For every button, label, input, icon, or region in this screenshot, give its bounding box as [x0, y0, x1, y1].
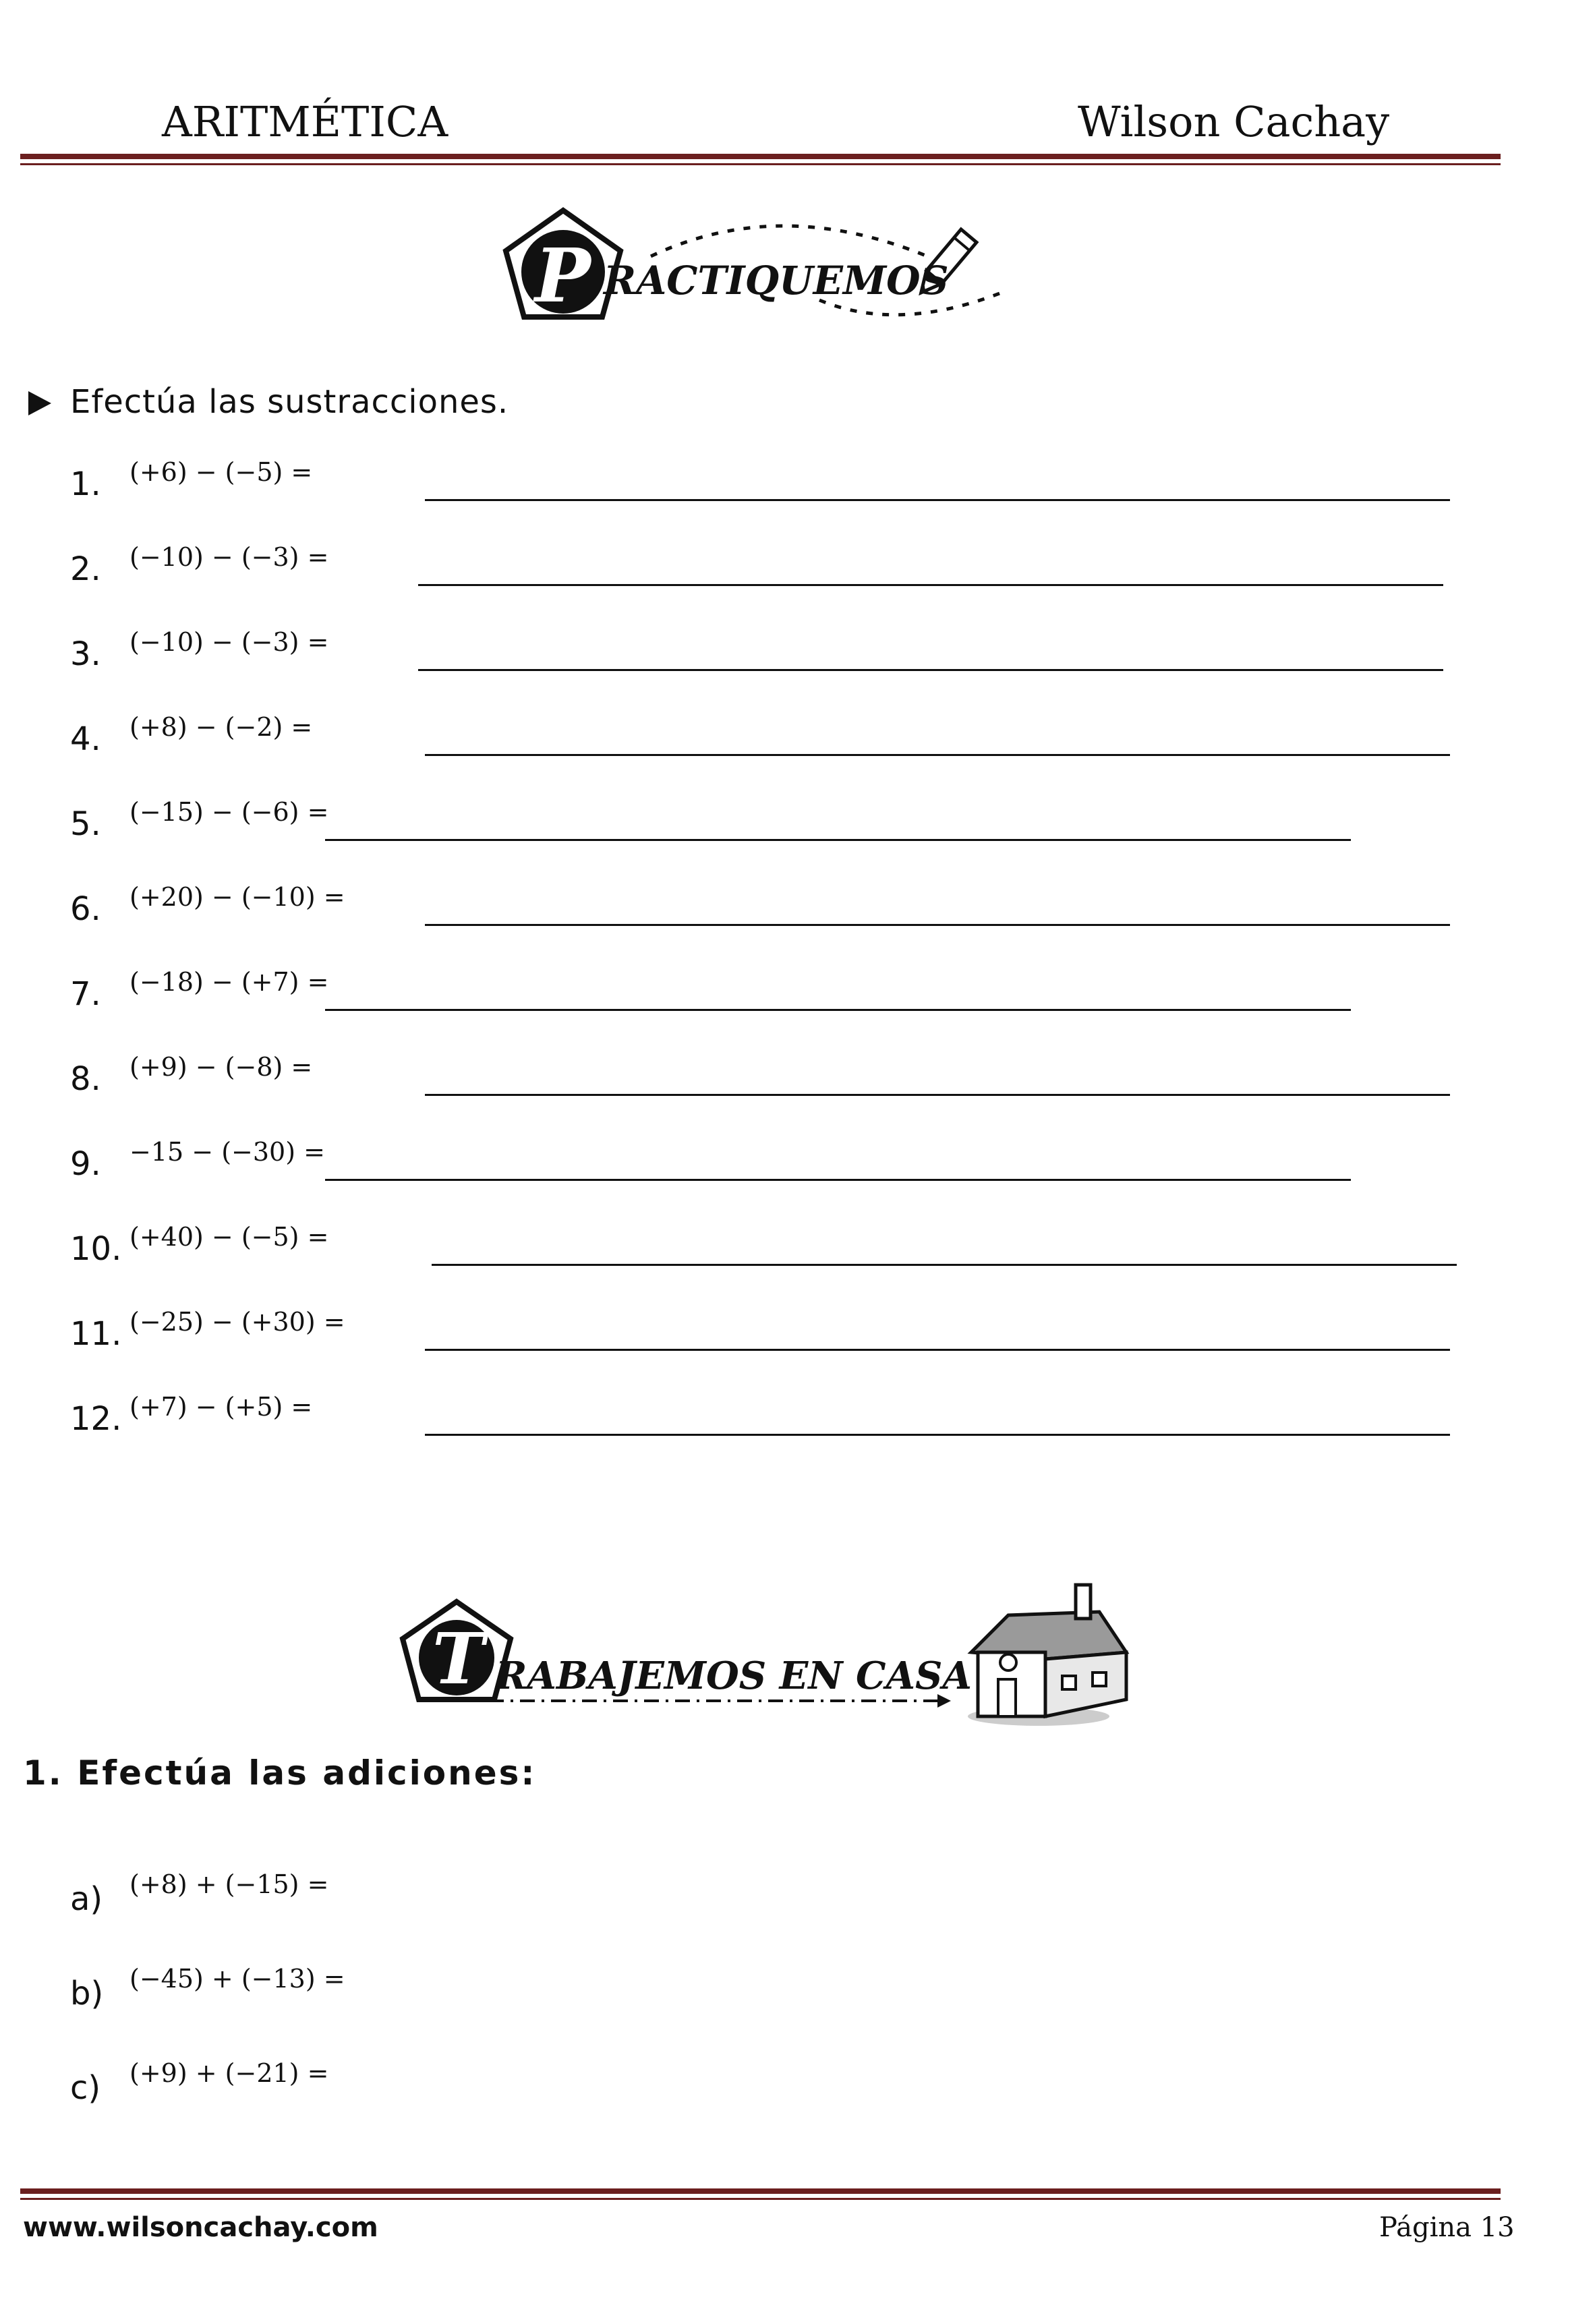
- page-number: Página 13: [1379, 2212, 1515, 2243]
- exercise-number: 12.: [70, 1400, 122, 1438]
- exercise-expression: (+40) − (−5) =: [129, 1222, 329, 1252]
- exercise-expression: (+8) − (−2) =: [129, 712, 313, 742]
- trabajemos-heading: [395, 1571, 1130, 1726]
- exercise-expression: (+20) − (−10) =: [129, 882, 345, 912]
- play-triangle-icon: [26, 390, 53, 417]
- practiquemos-letter: P: [535, 232, 589, 319]
- header-rule: [20, 154, 1501, 165]
- exercise-letter: a): [70, 1880, 103, 1918]
- answer-blank[interactable]: [325, 1009, 1351, 1011]
- answer-blank[interactable]: [425, 1434, 1450, 1436]
- answer-blank[interactable]: [425, 924, 1450, 926]
- exercise-expression: (+8) + (−15) =: [129, 1869, 329, 1899]
- answer-blank[interactable]: [425, 499, 1450, 501]
- answer-blank[interactable]: [418, 669, 1443, 671]
- answer-blank[interactable]: [425, 1094, 1450, 1096]
- exercise-number: 7.: [70, 975, 101, 1013]
- exercise-number: 8.: [70, 1060, 101, 1098]
- exercise-number: 3.: [70, 635, 101, 673]
- practiquemos-title: RACTIQUEMOS: [604, 258, 949, 303]
- house-icon: [968, 1585, 1126, 1726]
- pentagon-badge-icon: [395, 1571, 1130, 1726]
- exercise-expression: (+9) + (−21) =: [129, 2058, 329, 2088]
- exercise-expression: (−25) − (+30) =: [129, 1307, 345, 1337]
- exercise-number: 2.: [70, 550, 101, 588]
- header-subject: ARITMÉTICA: [162, 97, 448, 146]
- exercise-number: 6.: [70, 890, 101, 928]
- answer-blank[interactable]: [425, 1349, 1450, 1351]
- header-author: Wilson Cachay: [1078, 97, 1390, 146]
- exercise-number: 10.: [70, 1230, 122, 1268]
- answer-blank[interactable]: [432, 1264, 1457, 1266]
- practiquemos-heading: [496, 202, 1035, 337]
- footer-url[interactable]: www.wilsoncachay.com: [23, 2212, 378, 2243]
- exercise-letter: b): [70, 1975, 104, 2012]
- exercise-expression: (−10) − (−3) =: [129, 627, 329, 657]
- exercise-number: 4.: [70, 720, 101, 758]
- answer-blank[interactable]: [418, 584, 1443, 586]
- exercise-number: 1.: [70, 465, 101, 503]
- trabajemos-title: RABAJEMOS EN CASA: [496, 1654, 972, 1698]
- exercise-number: 11.: [70, 1315, 122, 1353]
- exercise-expression: (−45) + (−13) =: [129, 1964, 345, 1994]
- exercise-expression: −15 − (−30) =: [129, 1137, 325, 1167]
- exercise-letter: c): [70, 2069, 101, 2107]
- answer-blank[interactable]: [425, 754, 1450, 756]
- exercise-expression: (+7) − (+5) =: [129, 1392, 313, 1422]
- exercise-number: 9.: [70, 1145, 101, 1183]
- exercise-expression: (−10) − (−3) =: [129, 542, 329, 572]
- trabajemos-letter: T: [432, 1617, 485, 1700]
- instruction-additions: 1. Efectúa las adiciones:: [23, 1753, 537, 1793]
- answer-blank[interactable]: [325, 1179, 1351, 1181]
- answer-blank[interactable]: [325, 839, 1351, 841]
- footer-rule: [20, 2188, 1501, 2200]
- exercise-expression: (+6) − (−5) =: [129, 457, 313, 487]
- exercise-expression: (−18) − (+7) =: [129, 967, 329, 997]
- exercise-expression: (+9) − (−8) =: [129, 1052, 313, 1082]
- exercise-number: 5.: [70, 805, 101, 843]
- instruction-subtractions: Efectúa las sustracciones.: [70, 383, 509, 421]
- exercise-expression: (−15) − (−6) =: [129, 797, 329, 827]
